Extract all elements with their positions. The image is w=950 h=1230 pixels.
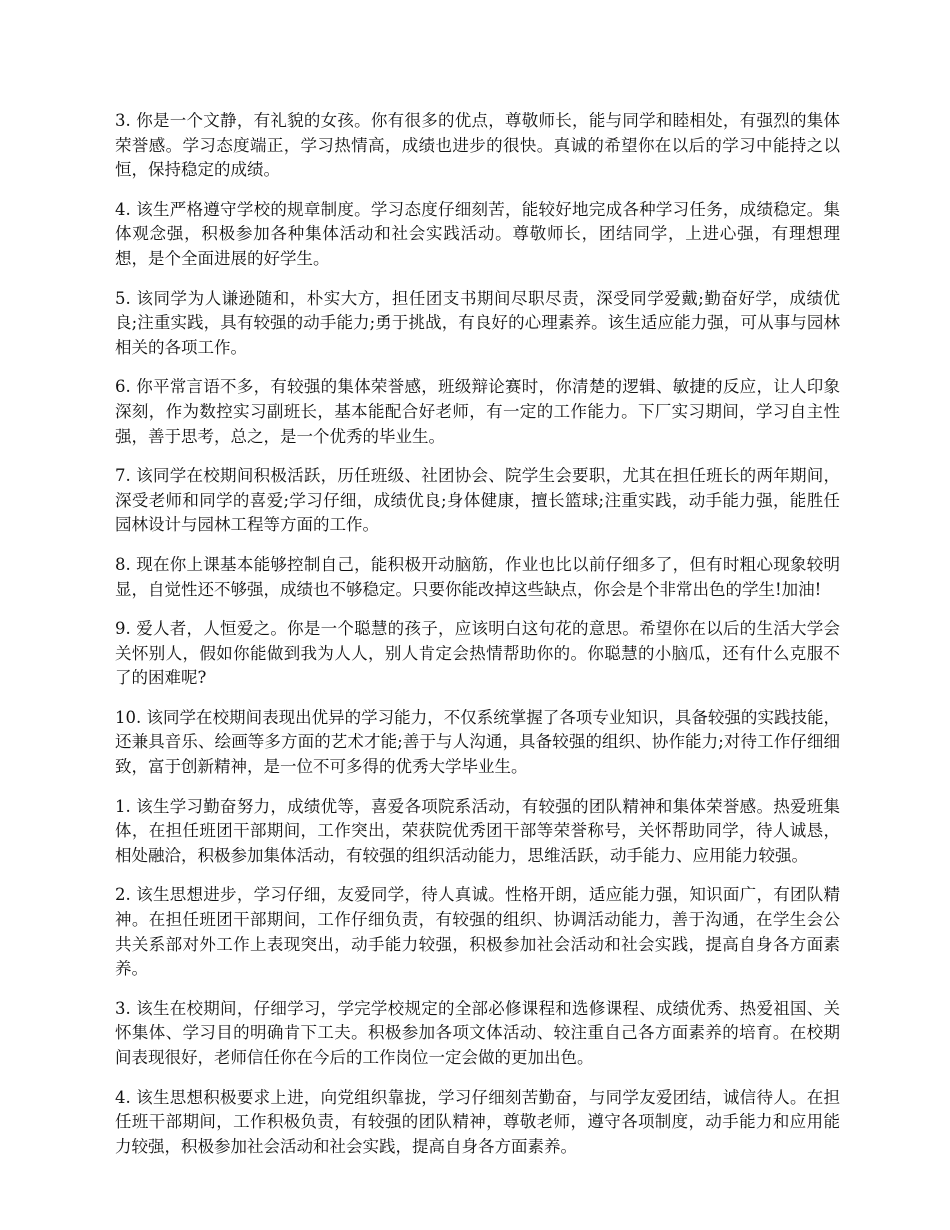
comment-paragraph: 4. 该生思想积极要求上进，向党组织靠拢，学习仔细刻苦勤奋，与同学友爱团结，诚信待人。在担任班干部期间，工作积极负责，有较强的团队精神，尊敬老师，遵守各项制度，动手能力和应用能力较强，积极参加社会活动和社会实践，提高自身各方面素养。 — [115, 1087, 840, 1156]
comment-paragraph: 9. 爱人者，人恒爱之。你是一个聪慧的孩子，应该明白这句花的意思。希望你在以后的生活大学会关怀别人，假如你能做到我为人人，别人肯定会热情帮助你的。你聪慧的小脑瓜，还有什么克服不了的困难呢? — [115, 619, 840, 688]
comment-paragraph: 1. 该生学习勤奋努力，成绩优等，喜爱各项院系活动，有较强的团队精神和集体荣誉感。热爱班集体，在担任班团干部期间，工作突出，荣获院优秀团干部等荣誉称号，关怀帮助同学，待人诚恳，相处融洽，积极参加集体活动，有较强的组织活动能力，思维活跃，动手能力、应用能力较强。 — [115, 796, 840, 865]
comment-paragraph: 3. 你是一个文静，有礼貌的女孩。你有很多的优点，尊敬师长，能与同学和睦相处，有强烈的集体荣誉感。学习态度端正，学习热情高，成绩也进步的很快。真诚的希望你在以后的学习中能持之以恒，保持稳定的成绩。 — [115, 111, 840, 180]
comment-paragraph: 3. 该生在校期间，仔细学习，学完学校规定的全部必修课程和选修课程、成绩优秀、热爱祖国、关怀集体、学习目的明确肯下工夫。积极参加各项文体活动、较注重自己各方面素养的培育。在校期间表现很好，老师信任你在今后的工作岗位一定会做的更加出色。 — [115, 998, 840, 1067]
comment-paragraph: 4. 该生严格遵守学校的规章制度。学习态度仔细刻苦，能较好地完成各种学习任务，成绩稳定。集体观念强，积极参加各种集体活动和社会实践活动。尊敬师长，团结同学，上进心强，有理想理想，是个全面进展的好学生。 — [115, 199, 840, 268]
comment-paragraph: 5. 该同学为人谦逊随和，朴实大方，担任团支书期间尽职尽责，深受同学爱戴;勤奋好学，成绩优良;注重实践，具有较强的动手能力;勇于挑战，有良好的心理素养。该生适应能力强，可从事与园林相关的各项工作。 — [115, 288, 840, 357]
comment-paragraph: 7. 该同学在校期间积极活跃，历任班级、社团协会、院学生会要职，尤其在担任班长的两年期间，深受老师和同学的喜爱;学习仔细，成绩优良;身体健康，擅长篮球;注重实践，动手能力强，能胜任园林设计与园林工程等方面的工作。 — [115, 466, 840, 535]
comment-paragraph: 2. 该生思想进步，学习仔细，友爱同学，待人真诚。性格开朗，适应能力强，知识面广，有团队精神。在担任班团干部期间，工作仔细负责，有较强的组织、协调活动能力，善于沟通，在学生会公共关系部对外工作上表现突出，动手能力较强，积极参加社会活动和社会实践，提高自身各方面素养。 — [115, 885, 840, 979]
comment-paragraph: 10. 该同学在校期间表现出优异的学习能力，不仅系统掌握了各项专业知识，具备较强的实践技能，还兼具音乐、绘画等多方面的艺术才能;善于与人沟通，具备较强的组织、协作能力;对待工作仔细细致，富于创新精神，是一位不可多得的优秀大学毕业生。 — [115, 707, 840, 777]
document-body — [115, 109, 840, 1174]
comment-paragraph: 6. 你平常言语不多，有较强的集体荣誉感，班级辩论赛时，你清楚的逻辑、敏捷的反应，让人印象深刻，作为数控实习副班长，基本能配合好老师，有一定的工作能力。下厂实习期间，学习自主性强，善于思考，总之，是一个优秀的毕业生。 — [115, 377, 840, 446]
comment-paragraph: 8. 现在你上课基本能够控制自己，能积极开动脑筋，作业也比以前仔细多了，但有时粗心现象较明显，自觉性还不够强，成绩也不够稳定。只要你能改掉这些缺点，你会是个非常出色的学生!加油! — [115, 554, 840, 599]
